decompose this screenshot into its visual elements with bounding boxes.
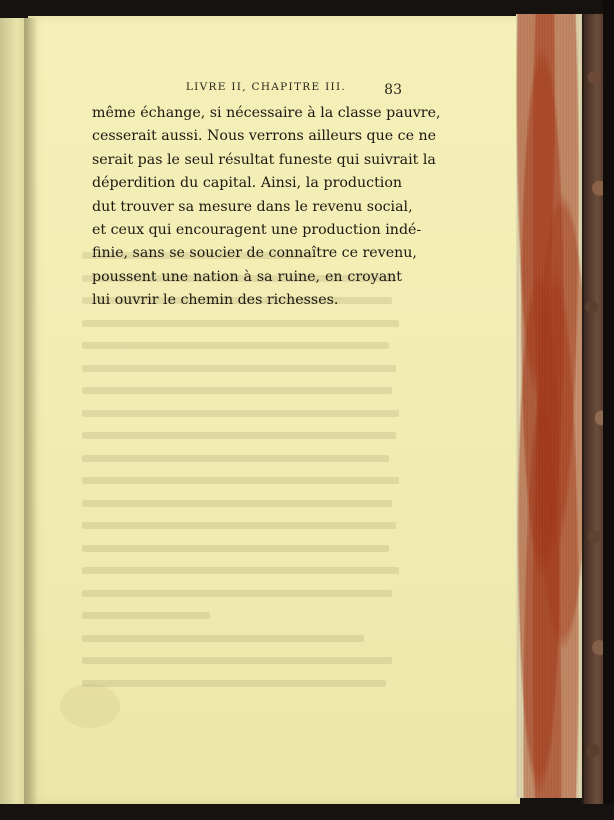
text-line: même échange, si nécessaire à la classe pauvre, <box>92 105 441 121</box>
text-line: finie, sans se soucier de connaître ce revenu, <box>92 245 417 262</box>
text-line: serait pas le seul résultat funeste qui suivrait la <box>92 151 436 168</box>
sprinkled-red-edges <box>516 14 582 798</box>
cover-shadow <box>603 0 614 820</box>
text-line: dut trouver sa mesure dans le revenu social, <box>92 198 413 215</box>
paper-stain <box>60 684 120 728</box>
text-line: poussent une nation à sa ruine, en croyant <box>92 268 402 285</box>
text-line: cesserait aussi. Nous verrons ailleurs que ce ne <box>92 128 437 145</box>
bottom-shadow <box>0 804 614 820</box>
bleed-through-text <box>82 252 402 672</box>
body-paragraph <box>92 102 441 313</box>
text-line: déperdition du capital. Ainsi, la production <box>92 175 402 192</box>
page-number: 83 <box>384 82 402 98</box>
running-head: LIVRE II, CHAPITRE III. <box>185 81 347 93</box>
text-line: lui ouvrir le chemin des richesses. <box>92 292 339 309</box>
gutter-shadow <box>24 18 38 808</box>
text-line: et ceux qui encouragent une production indé- <box>92 221 422 238</box>
